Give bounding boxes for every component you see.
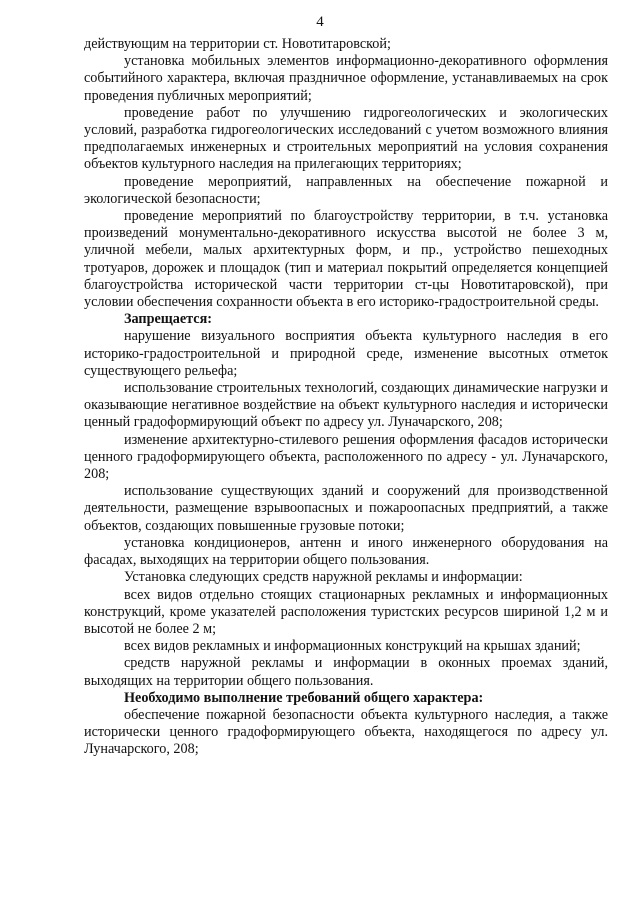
- paragraph: изменение архитектурно-стилевого решения оформления фасадов исторически ценного градоформирующего объекта, расположенного по адресу - ул. Луначарского, 208;: [84, 431, 608, 483]
- paragraph: использование существующих зданий и сооружений для производственной деятельности, размещение взрывоопасных и пожароопасных предприятий, а также объектов, создающих повышенные грузовые потоки;: [84, 483, 608, 534]
- paragraph: средств наружной рекламы и информации в оконных проемах зданий, выходящих на территории общего пользования.: [84, 655, 608, 689]
- section-heading-prohibited: Запрещается:: [124, 311, 212, 328]
- section-heading-general-requirements: Необходимо выполнение требований общего характера:: [124, 689, 484, 706]
- paragraph: обеспечение пожарной безопасности объекта культурного наследия, а также исторически ценного градоформирующего объекта, находящегося по адресу ул. Луначарского, 208;: [84, 706, 608, 758]
- page-number: 4: [316, 14, 324, 30]
- paragraph: всех видов отдельно стоящих стационарных рекламных и информационных конструкций, кроме указателей расположения туристских ресурсов шириной 1,2 м и высотой не более 2 м;: [84, 586, 608, 637]
- paragraph: нарушение визуального восприятия объекта культурного наследия в его историко-градостроительной и природной среде, изменение высотных отметок существующего рельефа;: [84, 328, 608, 379]
- paragraph: установка мобильных элементов информационно-декоративного оформления событийного характера, включая праздничное оформление, устанавливаемых на срок проведения публичных мероприятий;: [84, 53, 608, 104]
- paragraph: действующим на территории ст. Новотитаровской;: [84, 36, 391, 52]
- paragraph: установка кондиционеров, антенн и иного инженерного оборудования на фасадах, выходящих на территории общего пользования.: [84, 534, 608, 569]
- paragraph: Установка следующих средств наружной рекламы и информации:: [124, 569, 523, 586]
- paragraph: использование строительных технологий, создающих динамические нагрузки и оказывающие негативное воздействие на объект культурного наследия и исторически ценный градоформирующий объект по адресу ул. Луначарского, 208;: [84, 380, 608, 431]
- document-body: [84, 36, 608, 759]
- paragraph: проведение работ по улучшению гидрогеологических и экологических условий, разработка гидрогеологических исследований с учетом возможного влияния предполагаемых инженерных и строительных мероприятий на условия сохранения объектов культурного наследия на прилегающих территориях;: [84, 104, 608, 173]
- paragraph: всех видов рекламных и информационных конструкций на крышах зданий;: [124, 638, 581, 655]
- paragraph: проведение мероприятий по благоустройству территории, в т.ч. установка произведений монументально-декоративного искусства высотой не более 3 м, уличной мебели, малых архитектурных форм, и пр., устройство пешеходных тротуаров, дорожек и площадок (тип и материал покрытий определяется концепцией благоустройства исторической части территории ст-цы Новотитаровской), при условии обеспечения сохранности объекта в его историко-градостроительной среды.: [84, 208, 608, 311]
- paragraph: проведение мероприятий, направленных на обеспечение пожарной и экологической безопасности;: [84, 173, 608, 207]
